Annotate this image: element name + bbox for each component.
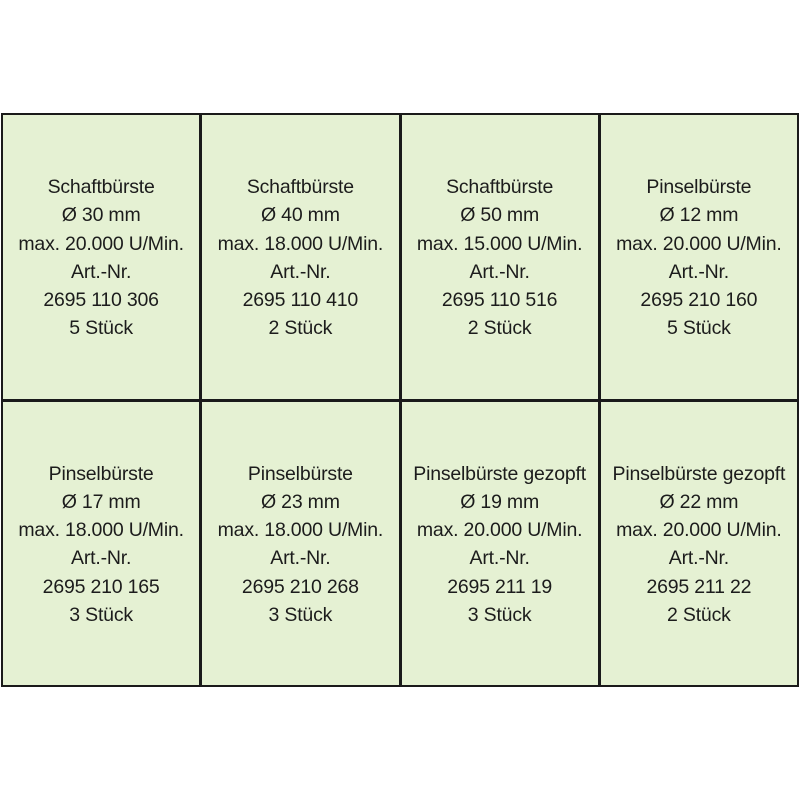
product-cell-3: [402, 115, 598, 399]
article-number: 2695 110 516: [441, 289, 558, 312]
product-name: Pinselbürste: [646, 176, 752, 198]
product-speed: max. 18.000 U/Min.: [217, 232, 384, 255]
product-speed: max. 20.000 U/Min.: [416, 519, 583, 542]
product-cell-1: [3, 115, 199, 399]
article-number: 2695 110 410: [242, 289, 359, 312]
product-cell-4: [601, 115, 797, 399]
product-quantity: 3 Stück: [467, 603, 532, 626]
product-speed: max. 20.000 U/Min.: [18, 232, 184, 255]
product-diameter: Ø 17 mm: [61, 490, 141, 513]
article-label: Art.-Nr.: [270, 547, 331, 570]
product-quantity: 5 Stück: [69, 317, 133, 340]
product-diameter: Ø 30 mm: [61, 204, 141, 227]
product-name: Schaftbürste: [47, 176, 155, 198]
product-name: Pinselbürste: [247, 462, 353, 485]
product-name: Pinselbürste: [48, 462, 154, 485]
article-number: 2695 210 268: [241, 575, 359, 598]
article-number: 2695 210 160: [640, 289, 758, 312]
product-cell-8: [601, 402, 797, 686]
product-diameter: Ø 19 mm: [460, 490, 540, 513]
product-speed: max. 15.000 U/Min.: [416, 232, 583, 255]
product-cell-7: [402, 402, 598, 686]
article-label: Art.-Nr.: [668, 547, 729, 570]
product-name: Pinselbürste gezopft: [612, 462, 786, 485]
product-diameter: Ø 12 mm: [659, 204, 739, 227]
article-label: Art.-Nr.: [71, 260, 132, 283]
product-cell-5: [3, 402, 199, 686]
article-label: Art.-Nr.: [469, 547, 530, 570]
product-name: Schaftbürste: [246, 176, 354, 198]
product-quantity: 2 Stück: [268, 317, 333, 340]
product-name: Pinselbürste gezopft: [413, 462, 586, 485]
product-cell-6: [202, 402, 398, 686]
product-cell-2: [202, 115, 398, 399]
product-speed: max. 20.000 U/Min.: [616, 232, 782, 255]
product-quantity: 5 Stück: [667, 317, 731, 340]
product-diameter: Ø 22 mm: [659, 490, 739, 513]
article-label: Art.-Nr.: [71, 547, 132, 570]
article-label: Art.-Nr.: [270, 260, 331, 283]
product-diameter: Ø 23 mm: [260, 490, 340, 513]
product-grid: [1, 113, 799, 687]
product-quantity: 2 Stück: [467, 317, 532, 340]
product-quantity: 2 Stück: [667, 603, 731, 626]
article-number: 2695 211 22: [646, 575, 752, 598]
article-number: 2695 211 19: [447, 575, 553, 598]
product-diameter: Ø 40 mm: [260, 204, 340, 227]
article-number: 2695 210 165: [42, 575, 160, 598]
article-label: Art.-Nr.: [469, 260, 530, 283]
product-name: Schaftbürste: [446, 176, 554, 198]
product-speed: max. 18.000 U/Min.: [217, 519, 384, 542]
product-speed: max. 20.000 U/Min.: [616, 519, 782, 542]
product-speed: max. 18.000 U/Min.: [18, 519, 184, 542]
product-diameter: Ø 50 mm: [460, 204, 540, 227]
product-quantity: 3 Stück: [268, 603, 333, 626]
product-quantity: 3 Stück: [69, 603, 133, 626]
article-label: Art.-Nr.: [668, 260, 729, 283]
article-number: 2695 110 306: [43, 289, 159, 312]
